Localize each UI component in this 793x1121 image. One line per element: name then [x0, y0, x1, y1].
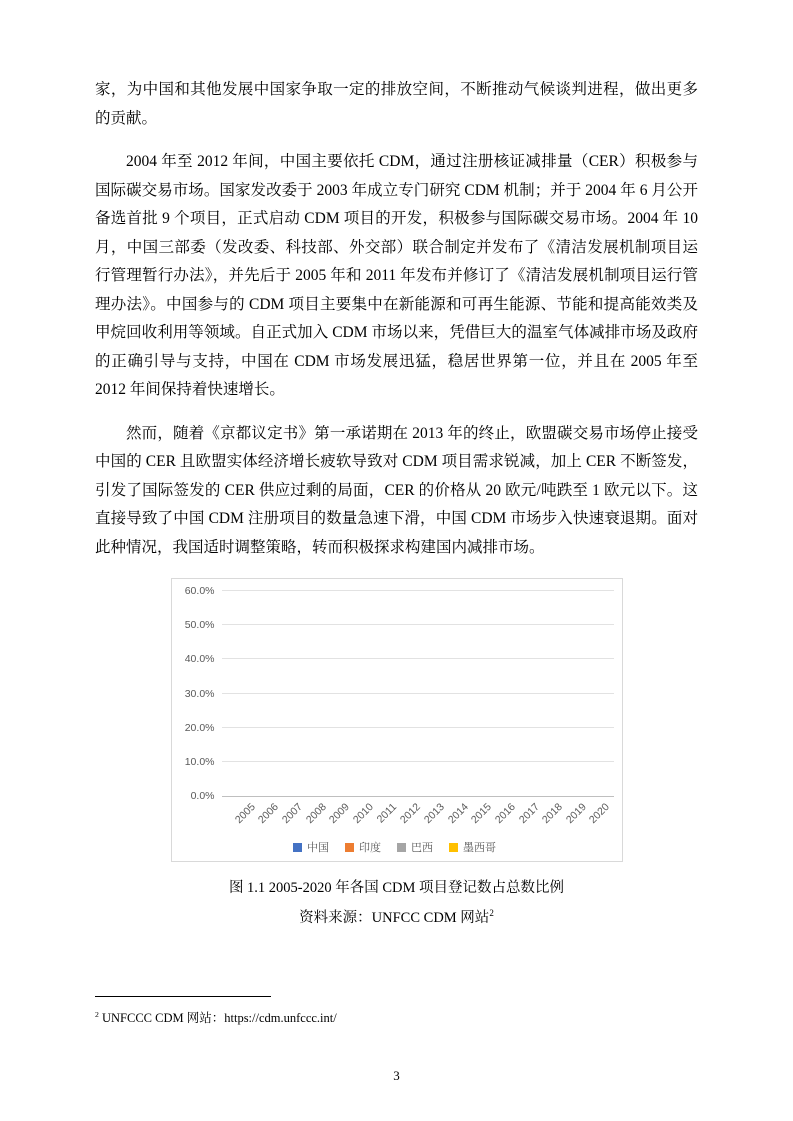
page-number: 3	[393, 1068, 400, 1083]
x-tick-label: 2010	[350, 801, 376, 827]
x-tick-label: 2007	[279, 801, 305, 827]
x-axis	[222, 797, 614, 835]
x-tick-2009	[323, 797, 353, 835]
x-tick-label: 2019	[563, 801, 589, 827]
y-tick-label: 60.0%	[184, 585, 215, 597]
bar-groups	[222, 591, 614, 796]
legend-item-印度	[345, 839, 381, 855]
legend-swatch	[345, 843, 354, 852]
legend-swatch	[397, 843, 406, 852]
x-tick-2005	[229, 797, 258, 835]
x-tick-2015	[465, 797, 495, 835]
x-tick-label: 2005	[232, 801, 258, 827]
x-tick-label: 2015	[469, 801, 495, 827]
footnote-marker: 2	[95, 1009, 99, 1019]
legend-item-中国	[293, 839, 329, 855]
x-tick-label: 2006	[256, 801, 282, 827]
footnote-url[interactable]: https://cdm.unfccc.int/	[224, 1011, 337, 1025]
x-tick-2010	[347, 797, 376, 835]
x-tick-label: 2016	[492, 801, 518, 827]
x-tick-2018	[536, 797, 566, 835]
x-tick-2016	[489, 797, 518, 835]
x-tick-2008	[299, 797, 329, 835]
legend-label: 巴西	[411, 842, 433, 854]
x-tick-2006	[252, 797, 282, 835]
x-tick-2014	[441, 797, 471, 835]
body-paragraph: 2004 年至 2012 年间，中国主要依托 CDM，通过注册核证减排量（CER）积极参与国际碳交易市场。国家发改委于 2003 年成立专门研究 CDM 机制；并于 2004 年 6 月公开备选首批 9 个项目，正式启动 CDM 项目的开发，积极参与国际碳交易市场。2004 年 10 月，中国三部委（发改委、科技部、外交部）联合制定并发布了《清洁发展机制项目运行管理暂行办法》，并先后于 2005 年和 2011 年发布并修订了《清洁发展机制项目运行管理办法》。中国参与的 CDM 项目主要集中在新能源和可再生能源、节能和提高能效类及甲烷回收利用等领域。自正式加入 CDM 市场以来，凭借巨大的温室气体减排市场及政府的正确引导与支持，中国在 CDM 市场发展迅猛，稳居世界第一位，并且在 2005 年至 2012 年间保持着快速增长。	[95, 153, 698, 398]
figure-source-label: 资料来源：UNFCC CDM 网站	[299, 910, 490, 926]
x-tick-2007	[276, 797, 305, 835]
x-tick-label: 2013	[421, 801, 447, 827]
x-tick-2012	[394, 797, 424, 835]
plot-area	[222, 591, 614, 797]
x-tick-label: 2014	[445, 801, 471, 827]
x-tick-2013	[418, 797, 447, 835]
x-tick-2019	[560, 797, 589, 835]
y-tick-label: 20.0%	[184, 721, 215, 734]
x-tick-label: 2011	[374, 801, 400, 826]
legend-label: 墨西哥	[463, 842, 496, 854]
footnote-label: UNFCCC CDM 网站：	[102, 1011, 225, 1025]
x-tick-label: 2020	[587, 801, 613, 827]
figure-source	[95, 906, 698, 927]
footnote-block	[95, 996, 698, 1027]
x-tick-label: 2009	[327, 801, 353, 827]
x-tick-label: 2018	[540, 801, 566, 827]
body-paragraph: 然而，随着《京都议定书》第一承诺期在 2013 年的终止，欧盟碳交易市场停止接受中国的 CER 且欧盟实体经济增长疲软导致对 CDM 项目需求锐减，加上 CER 不断签发，引发了国际签发的 CER 供应过剩的局面，CER 的价格从 20 欧元/吨跌至 1 欧元以下。这直接导致了中国 CDM 注册项目的数量急速下滑，中国 CDM 市场步入快速衰退期。面对此种情况，我国适时调整策略，转而积极探求构建国内减排市场。	[95, 424, 698, 556]
legend-swatch	[449, 843, 458, 852]
y-tick-label: 0.0%	[190, 790, 215, 802]
y-tick-label: 50.0%	[184, 619, 215, 632]
legend-label: 印度	[359, 842, 381, 854]
x-tick-label: 2008	[303, 801, 329, 827]
chart-legend	[176, 839, 614, 855]
legend-item-巴西	[397, 839, 433, 855]
footnote	[95, 1009, 698, 1027]
x-tick-2011	[370, 797, 400, 835]
footnote-separator	[95, 996, 271, 997]
footnote-reference: 2	[489, 908, 494, 919]
body-paragraph: 家，为中国和其他发展中国家争取一定的排放空间，不断推动气候谈判进程，做出更多的贡献。	[95, 81, 698, 127]
legend-label: 中国	[307, 842, 329, 854]
x-tick-label: 2017	[516, 801, 542, 827]
legend-swatch	[293, 843, 302, 852]
figure-caption: 图 1.1 2005-2020 年各国 CDM 项目登记数占总数比例	[228, 880, 565, 896]
figure-chart	[171, 578, 623, 862]
y-axis	[176, 585, 222, 802]
y-tick-label: 30.0%	[184, 687, 215, 700]
x-tick-label: 2012	[398, 801, 424, 827]
y-tick-label: 40.0%	[184, 653, 215, 666]
x-tick-2017	[512, 797, 542, 835]
y-tick-label: 10.0%	[184, 755, 215, 768]
chart-area	[176, 585, 614, 802]
legend-item-墨西哥	[449, 839, 496, 855]
x-tick-2020	[583, 797, 613, 835]
